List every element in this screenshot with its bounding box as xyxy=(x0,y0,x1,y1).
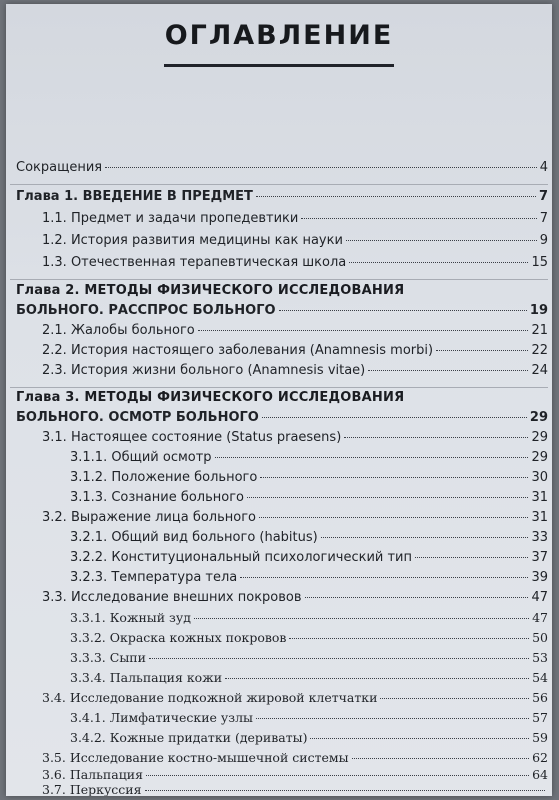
toc-entry-page: 47 xyxy=(531,590,548,605)
toc-entry-page: 59 xyxy=(532,730,548,745)
toc-entry-title: Глава 1. ВВЕДЕНИЕ В ПРЕДМЕТ xyxy=(16,189,253,204)
dot-leader xyxy=(301,218,536,219)
dot-leader xyxy=(225,678,529,679)
section-divider xyxy=(10,387,548,388)
dot-leader xyxy=(215,457,529,458)
toc-entry-page: 54 xyxy=(532,670,548,685)
toc-entry-title: 3.2.1. Общий вид больного (habitus) xyxy=(70,530,318,545)
toc-entry-3-3-1[interactable] xyxy=(70,610,548,630)
toc-entry-page: 7 xyxy=(539,211,548,226)
toc-entry-page: 24 xyxy=(531,363,548,378)
dot-leader xyxy=(149,658,529,659)
toc-entry-title: 3.1.1. Общий осмотр xyxy=(70,450,212,465)
toc-entry-page: 29 xyxy=(531,430,548,445)
section-divider xyxy=(10,184,548,185)
toc-entry-3-7[interactable] xyxy=(42,782,548,796)
toc-entry-title: 3.4.1. Лимфатические узлы xyxy=(70,710,253,725)
toc-entry-title: 2.1. Жалобы больного xyxy=(42,323,195,338)
toc-entry-3-1-1[interactable] xyxy=(70,450,548,470)
dot-leader xyxy=(145,790,545,791)
dot-leader xyxy=(352,758,530,759)
toc-entry-title: 3.4. Исследование подкожной жировой клетчатки xyxy=(42,690,378,705)
dot-leader xyxy=(380,698,529,699)
toc-entry-page: 31 xyxy=(531,510,548,525)
dot-leader xyxy=(321,537,529,538)
toc-entry-page: 9 xyxy=(539,233,548,248)
dot-leader xyxy=(259,517,528,518)
toc-entry-title: 3.1.2. Положение больного xyxy=(70,470,258,485)
title-underline xyxy=(164,64,394,67)
dot-leader xyxy=(305,597,529,598)
toc-entry-title: 3.2.3. Температура тела xyxy=(70,570,238,585)
toc-entry-3-1-3[interactable] xyxy=(70,490,548,510)
toc-entry-page: 22 xyxy=(531,343,548,358)
toc-entry-page: 30 xyxy=(531,470,548,485)
toc-entry-title: 3.5. Исследование костно-мышечной системы xyxy=(42,750,349,765)
toc-entry-title: 3.1. Настоящее состояние (Status praesens) xyxy=(42,430,342,445)
dot-leader xyxy=(256,196,536,197)
toc-entry-title: 3.3.2. Окраска кожных покровов xyxy=(70,630,287,645)
dot-leader xyxy=(194,618,529,619)
toc-entry-3-2-3[interactable] xyxy=(70,570,548,590)
toc-entry-3-2-2[interactable] xyxy=(70,550,548,570)
toc-entry-3-1[interactable] xyxy=(42,430,548,450)
toc-entry-2-1[interactable] xyxy=(42,323,548,343)
section-divider xyxy=(10,279,548,280)
toc-entry-page: 29 xyxy=(531,450,548,465)
dot-leader xyxy=(344,437,528,438)
toc-entry-3-4-2[interactable] xyxy=(70,730,548,750)
toc-entry-3-3-3[interactable] xyxy=(70,650,548,670)
toc-entry-title: 3.7. Перкуссия xyxy=(42,782,142,796)
toc-entry-title: 2.3. История жизни больного (Anamnesis vitae) xyxy=(42,363,366,378)
toc-entry-page: 4 xyxy=(539,160,548,175)
toc-chapter-3[interactable] xyxy=(16,410,548,430)
toc-entry-page: 56 xyxy=(532,690,548,705)
dot-leader xyxy=(279,310,527,311)
toc-entry-2-3[interactable] xyxy=(42,363,548,383)
toc-entry-page: 64 xyxy=(532,767,548,782)
toc-entry-title: 3.3.1. Кожный зуд xyxy=(70,610,191,625)
dot-leader xyxy=(247,497,528,498)
dot-leader xyxy=(146,775,529,776)
toc-chapter-3-title[interactable]: Глава 3. МЕТОДЫ ФИЗИЧЕСКОГО ИССЛЕДОВАНИЯ xyxy=(16,390,405,405)
toc-entry-3-4-1[interactable] xyxy=(70,710,548,730)
toc-entry-page: 21 xyxy=(531,323,548,338)
toc-entry-3-3-4[interactable] xyxy=(70,670,548,690)
toc-chapter-1[interactable] xyxy=(16,189,548,209)
dot-leader xyxy=(105,167,537,168)
page-title: ОГЛАВЛЕНИЕ xyxy=(164,20,394,51)
toc-entry-page: 29 xyxy=(529,410,548,425)
dot-leader xyxy=(289,638,529,639)
toc-entry-title: 1.1. Предмет и задачи пропедевтики xyxy=(42,211,299,226)
toc-entry-page: 57 xyxy=(532,710,548,725)
toc-chapter-2[interactable] xyxy=(16,303,548,323)
toc-entry-3-2-1[interactable] xyxy=(70,530,548,550)
toc-entry-page: 7 xyxy=(538,189,548,204)
dot-leader xyxy=(240,577,528,578)
toc-entry-title: 2.2. История настоящего заболевания (Anamnesis morbi) xyxy=(42,343,434,358)
toc-entry-title: 3.3.4. Пальпация кожи xyxy=(70,670,223,685)
toc-entry-title: 3.1.3. Сознание больного xyxy=(70,490,245,505)
toc-entry-title: 1.3. Отечественная терапевтическая школа xyxy=(42,255,347,270)
dot-leader xyxy=(346,240,537,241)
toc-entry-title: 3.3. Исследование внешних покровов xyxy=(42,590,302,605)
dot-leader xyxy=(436,350,528,351)
toc-entry-1-2[interactable] xyxy=(42,233,548,253)
toc-entry-title: БОЛЬНОГО. ОСМОТР БОЛЬНОГО xyxy=(16,410,259,425)
toc-entry-1-3[interactable] xyxy=(42,255,548,275)
toc-entry-page: 33 xyxy=(531,530,548,545)
toc-entry-title: БОЛЬНОГО. РАССПРОС БОЛЬНОГО xyxy=(16,303,276,318)
toc-entry-page: 53 xyxy=(532,650,548,665)
toc-entry-title: 3.3.3. Сыпи xyxy=(70,650,146,665)
toc-entry-3-3[interactable] xyxy=(42,590,548,610)
toc-chapter-2-title[interactable]: Глава 2. МЕТОДЫ ФИЗИЧЕСКОГО ИССЛЕДОВАНИЯ xyxy=(16,283,405,298)
toc-entry-3-3-2[interactable] xyxy=(70,630,548,650)
toc-entry-page: 39 xyxy=(531,570,548,585)
toc-entry-page: 50 xyxy=(532,630,548,645)
dot-leader xyxy=(368,370,528,371)
dot-leader xyxy=(260,477,528,478)
toc-entry-title: 3.2.2. Конституциональный психологический тип xyxy=(70,550,413,565)
toc-entry-page: 62 xyxy=(532,750,548,765)
toc-entry-title: 3.6. Пальпация xyxy=(42,767,143,782)
toc-entry-page: 31 xyxy=(531,490,548,505)
toc-entry-title: 3.4.2. Кожные придатки (дериваты) xyxy=(70,730,308,745)
toc-entry-title: Сокращения xyxy=(16,160,103,175)
toc-entry-abbreviations[interactable] xyxy=(16,160,548,180)
toc-entry-3-4[interactable] xyxy=(42,690,548,710)
dot-leader xyxy=(198,330,529,331)
dot-leader xyxy=(349,262,528,263)
book-page xyxy=(6,4,552,796)
toc-entry-page: 19 xyxy=(529,303,548,318)
toc-entry-1-1[interactable] xyxy=(42,211,548,231)
toc-entry-page: 15 xyxy=(531,255,548,270)
toc-entry-title: 1.2. История развития медицины как науки xyxy=(42,233,343,248)
dot-leader xyxy=(262,417,527,418)
toc-entry-page: 37 xyxy=(531,550,548,565)
dot-leader xyxy=(256,718,529,719)
toc-entry-3-1-2[interactable] xyxy=(70,470,548,490)
dot-leader xyxy=(310,738,529,739)
toc-entry-page: 47 xyxy=(532,610,548,625)
dot-leader xyxy=(415,557,528,558)
toc-entry-2-2[interactable] xyxy=(42,343,548,363)
toc-entry-3-2[interactable] xyxy=(42,510,548,530)
toc-entry-title: 3.2. Выражение лица больного xyxy=(42,510,257,525)
